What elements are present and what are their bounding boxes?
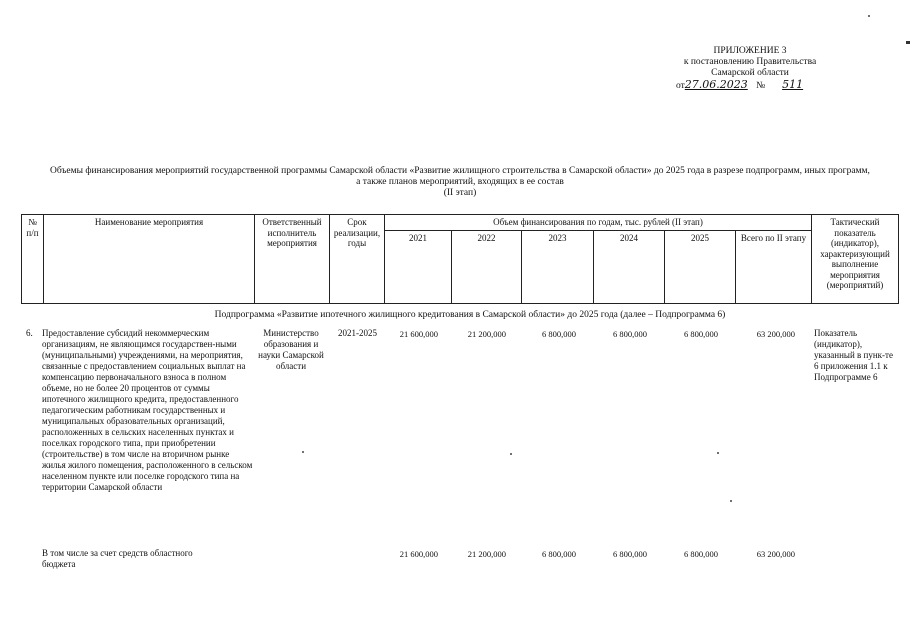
scan-speck [868,15,870,17]
header-funding: Объем финансирования по годам, тыс. рублей (II этап) [385,215,812,231]
header-year-2024: 2024 [594,230,665,304]
subtotal-value-2022: 21 200,000 [467,549,506,559]
appendix-line-1: ПРИЛОЖЕНИЕ 3 [713,46,787,56]
row-value-2024: 6 800,000 [613,329,647,339]
row-name: Предоставление субсидий некоммерческим организациям, не являющимся государствен-ными (муниципальными) учреждениями, на мероприятия, связанные с предоставлением социальных выплат на компенсацию первоначального взноса в полном объеме, но не более 20 процентов от суммы ипотечного жилищного кредита, предоставленного педагогическим работникам государственных и муниципальных образовательных организаций, расположенных в сельских населенных пунктах и поселках городского типа, при приобретении (строительстве) в том числе на вторичном рынке жилья жилого помещения, расположенного в сельском населенном пункте или поселке городского типа на территории Самарской области [42,328,253,492]
header-year-2022: 2022 [452,230,522,304]
funding-table-header [21,214,899,304]
scan-speck [730,500,732,502]
scan-speck [717,452,719,454]
subprogram-title: Подпрограмма «Развитие ипотечного жилищного кредитования в Самарской области» до 2025 года (далее – Подпрограмма 6) [214,310,726,320]
document-title [20,166,900,199]
header-year-2021: 2021 [385,230,452,304]
date-prefix: от [676,81,685,91]
header-total: Всего по II этапу [736,230,812,304]
appendix-block [640,46,860,92]
header-name: Наименование мероприятия [44,215,255,304]
handwritten-number: 511 [782,78,804,91]
header-indicator: Тактический показатель (индикатор), характеризующий выполнение мероприятия (мероприятий) [812,215,899,304]
row-value-2021: 21 600,000 [399,329,438,339]
row-number: 6. [26,328,33,338]
row-value-2022: 21 200,000 [467,329,506,339]
row-value-2023: 6 800,000 [542,329,576,339]
header-responsible: Ответственный исполнитель мероприятия [255,215,330,304]
appendix-line-3: Самарской области [711,68,789,78]
number-prefix: № [756,81,766,91]
appendix-date-line [640,79,860,92]
row-responsible: Министерство образования и науки Самарской области [258,328,324,371]
scan-speck [510,453,512,455]
row-value-2025: 6 800,000 [684,329,718,339]
title-line-3: (II этап) [443,188,477,198]
appendix-line-2: к постановлению Правительства [683,57,817,67]
subtotal-value-2024: 6 800,000 [613,549,647,559]
subtotal-value-2021: 21 600,000 [399,549,438,559]
row-total: 63 200,000 [756,329,795,339]
header-year-2025: 2025 [665,230,736,304]
subtotal-value-2025: 6 800,000 [684,549,718,559]
subtotal-total: 63 200,000 [756,549,795,559]
header-year-2023: 2023 [522,230,594,304]
row-indicator: Показатель (индикатор), указанный в пунк-те 6 приложения 1.1 к Подпрограмме 6 [814,328,893,382]
header-num: № п/п [22,215,44,304]
row-term: 2021-2025 [338,328,377,338]
title-line-1: Объемы финансирования мероприятий государственной программы Самарской области «Развитие жилищного строительства в Самарской области» до 2025 года в разрезе подпрограмм, иных программ, [50,166,870,176]
scan-speck [906,41,910,44]
title-line-2: а также планов мероприятий, входящих в ее состав [356,177,564,187]
header-term: Срок реализации, годы [330,215,385,304]
scan-speck [302,451,304,453]
handwritten-date: 27.06.2023 [684,78,748,91]
subtotal-value-2023: 6 800,000 [542,549,576,559]
subtotal-label: В том числе за счет средств областного бюджета [42,548,193,569]
